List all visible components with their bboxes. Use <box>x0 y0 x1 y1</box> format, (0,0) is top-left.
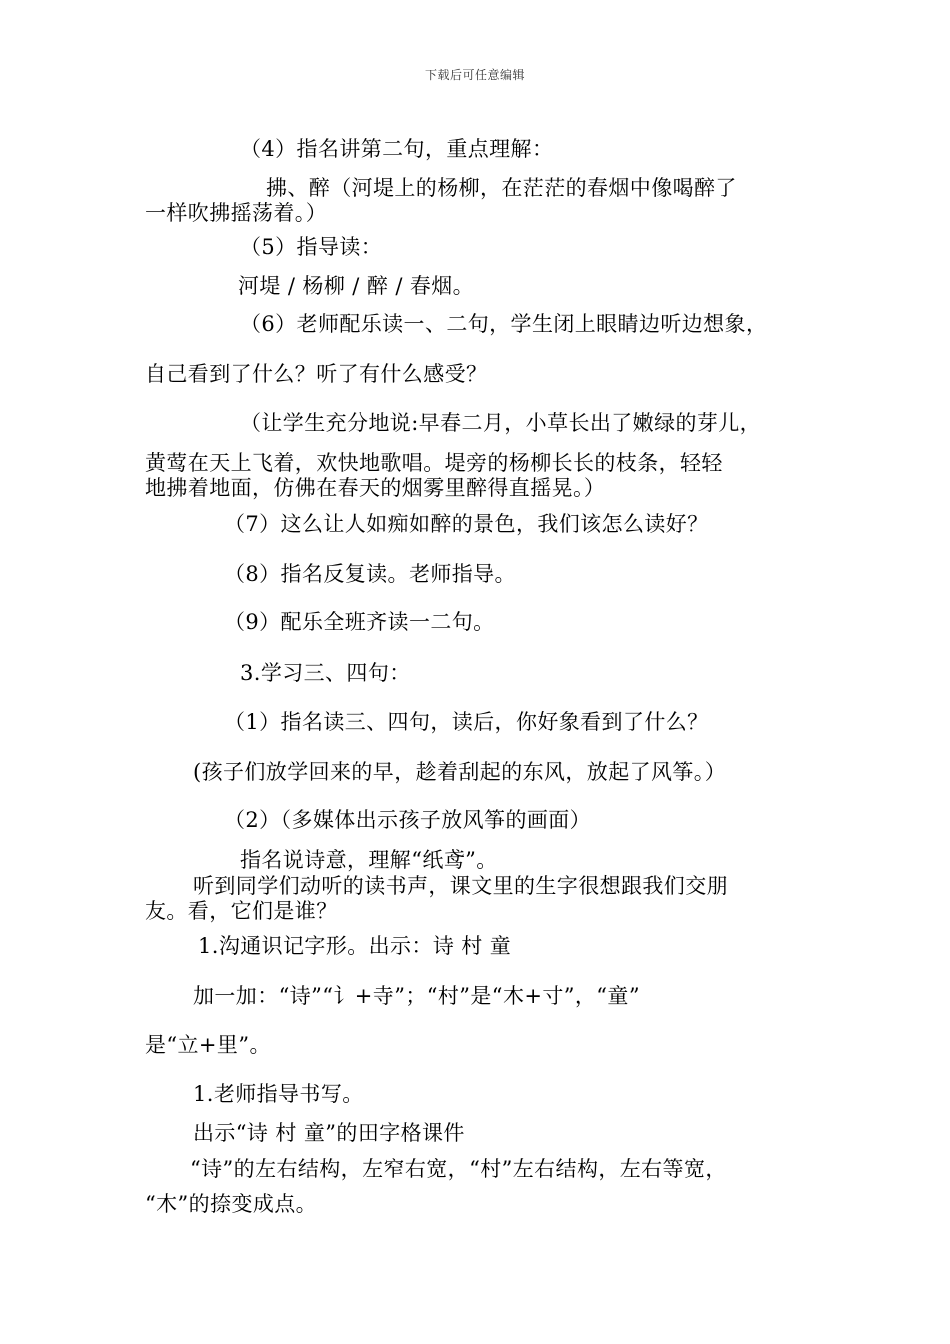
text-line: （9）配乐全班齐读一二句。 <box>224 610 495 634</box>
text-line: 1.沟通识记字形。出示：诗 村 童 <box>198 934 512 958</box>
text-line: （5）指导读： <box>240 235 383 259</box>
text-line: 友。看，它们是谁？ <box>145 899 338 923</box>
text-line: 自己看到了什么？听了有什么感受？ <box>145 362 488 386</box>
text-line: “诗”的左右结构，左窄右宽，“村”左右结构，左右等宽， <box>190 1157 727 1181</box>
text-line: 黄莺在天上飞着，欢快地歌唱。堤旁的杨柳长长的枝条，轻轻 <box>145 451 723 475</box>
text-line: 一样吹拂摇荡着。） <box>145 201 328 225</box>
text-line: “木”的捺变成点。 <box>145 1192 318 1216</box>
page-header: 下载后可任意编辑 <box>424 68 525 82</box>
text-line: （4）指名讲第二句，重点理解： <box>240 137 554 161</box>
text-line: 3.学习三、四句： <box>240 661 411 685</box>
text-line: 河堤 / 杨柳 / 醉 / 春烟。 <box>238 274 475 298</box>
text-line: 1.老师指导书写。 <box>193 1082 364 1106</box>
text-line: 听到同学们动听的读书声，课文里的生字很想跟我们交朋 <box>193 874 728 898</box>
text-line: 地拂着地面，仿佛在春天的烟雾里醉得直摇晃。） <box>145 476 606 500</box>
text-line: （7）这么让人如痴如醉的景色，我们该怎么读好？ <box>224 512 709 536</box>
text-line: （1）指名读三、四句，读后，你好象看到了什么？ <box>224 710 709 734</box>
text-line: （让学生充分地说:早春二月，小草长出了嫩绿的芽儿， <box>240 411 762 435</box>
text-line: 拂、醉（河堤上的杨柳，在茫茫的春烟中像喝醉了 <box>266 176 737 200</box>
text-line: （8）指名反复读。老师指导。 <box>224 562 516 586</box>
text-line: （2）（多媒体出示孩子放风筝的画面） <box>224 808 592 832</box>
text-line: 加一加：“诗”“讠+寺”；“村”是“木+寸”，“童” <box>193 984 640 1008</box>
text-line: （6）老师配乐读一、二句，学生闭上眼睛边听边想象， <box>240 312 768 336</box>
text-line: (孩子们放学回来的早，趁着刮起的东风，放起了风筝。） <box>193 760 727 784</box>
text-line: 出示“诗 村 童”的田字格课件 <box>193 1121 465 1145</box>
text-line: 是“立+里”。 <box>145 1033 271 1057</box>
text-line: 指名说诗意，理解“纸鸢”。 <box>240 848 498 872</box>
